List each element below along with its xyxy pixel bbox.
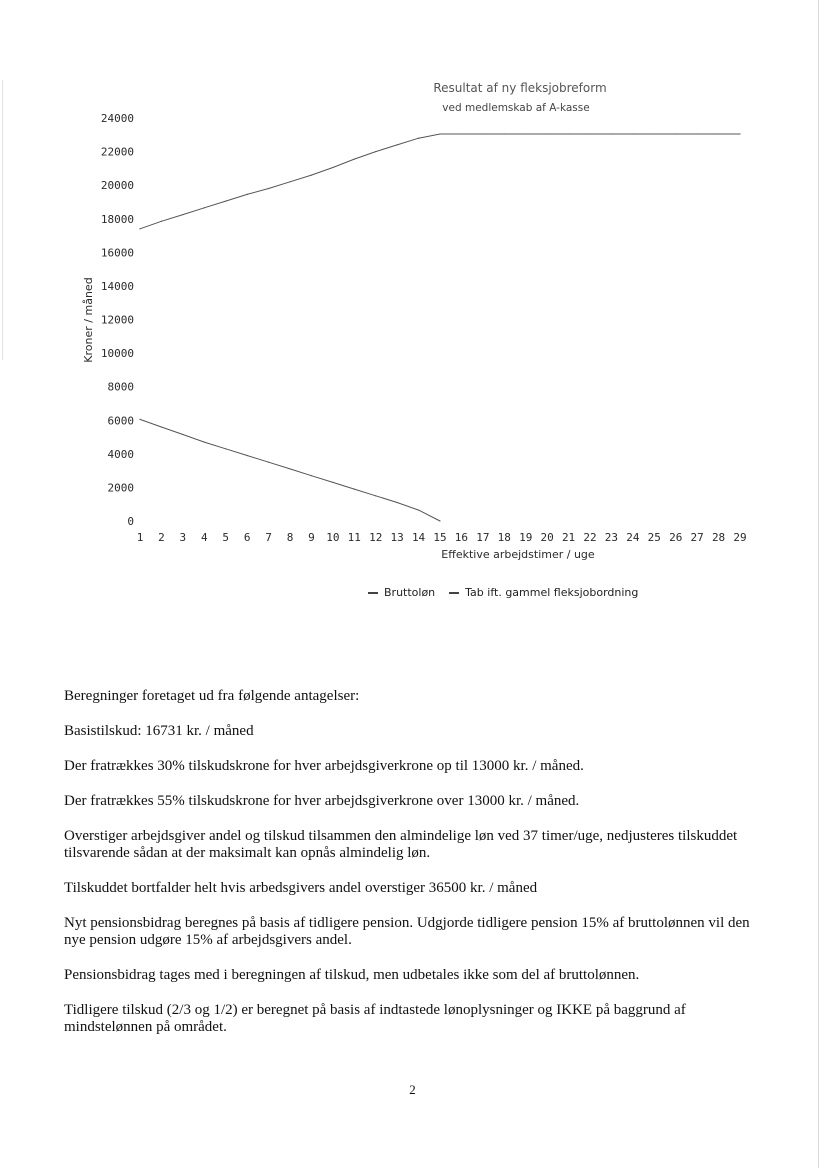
series-layer: [139, 133, 740, 521]
y-tick-label: 8000: [107, 380, 134, 394]
data-point: [654, 133, 655, 134]
data-point: [439, 133, 440, 134]
x-tick-label: 20: [540, 531, 554, 544]
y-tick-label: 10000: [100, 347, 134, 361]
y-tick-label: 16000: [100, 246, 134, 260]
x-tick-label: 14: [411, 531, 426, 544]
data-point: [739, 133, 740, 134]
data-point: [225, 448, 226, 449]
data-point: [397, 502, 398, 503]
x-tick-label: 17: [476, 531, 490, 544]
x-tick-label: 2: [158, 531, 165, 544]
x-tick-label: 24: [626, 531, 640, 544]
x-tick-label: 5: [222, 531, 230, 544]
legend-swatch-tab: [449, 592, 459, 594]
x-tick-label: 27: [690, 531, 704, 544]
data-point: [418, 509, 419, 510]
x-tick-labels: [137, 531, 747, 544]
assumption-pension: Nyt pensionsbidrag beregnes på basis af tidligere pension. Udgjorde tidligere pension 15% af bruttolønnen vil den nye pension udgøre 15% af arbejdsgivers andel.: [64, 915, 750, 948]
data-point: [461, 133, 462, 134]
y-tick-label: 24000: [100, 112, 134, 125]
x-tick-label: 21: [561, 531, 576, 544]
legend-label-bruttolon: Bruttoløn: [384, 586, 436, 599]
assumptions-intro: Beregninger foretaget ud fra følgende antagelser:: [64, 688, 360, 704]
page-number: 2: [409, 1082, 416, 1097]
assumption-max-wage: Overstiger arbejdsgiver andel og tilskud tilsammen den almindelige løn ved 37 timer/uge, nedjusteres tilskuddet tilsvarende sådan at der maksimalt kan opnås almindelig løn.: [64, 828, 738, 861]
data-point: [568, 133, 569, 134]
data-point: [354, 159, 355, 160]
data-point: [332, 167, 333, 168]
x-tick-label: 4: [200, 531, 208, 544]
data-point: [182, 434, 183, 435]
data-point: [311, 174, 312, 175]
x-tick-label: 3: [179, 531, 187, 544]
data-point: [268, 188, 269, 189]
data-point: [204, 207, 205, 208]
series-line-tab: [140, 419, 440, 521]
data-point: [247, 455, 248, 456]
x-tick-label: 19: [519, 531, 533, 544]
x-tick-label: 15: [433, 531, 447, 544]
data-point: [161, 426, 162, 427]
x-tick-label: 18: [497, 531, 511, 544]
data-point: [247, 194, 248, 195]
data-point: [611, 133, 612, 134]
data-point: [675, 133, 676, 134]
data-point: [482, 133, 483, 134]
x-tick-label: 16: [454, 531, 469, 544]
chart-title: Resultat af ny fleksjobreform: [433, 81, 607, 95]
data-point: [182, 214, 183, 215]
legend-item-tab: [449, 586, 638, 599]
data-point: [289, 468, 290, 469]
x-tick-label: 1: [136, 531, 144, 544]
assumption-subsidy-ends: Tilskuddet bortfalder helt hvis arbedsgivers andel overstiger 36500 kr. / måned: [64, 880, 538, 896]
y-axis-label: Kroner / måned: [82, 277, 95, 363]
x-tick-label: 10: [326, 531, 340, 544]
x-tick-label: 12: [369, 531, 383, 544]
chart-subtitle: ved medlemskab af A-kasse: [442, 102, 590, 114]
data-point: [268, 462, 269, 463]
x-axis-label: Effektive arbejdstimer / uge: [441, 548, 595, 561]
data-point: [439, 520, 440, 521]
data-point: [418, 138, 419, 139]
y-tick-label: 4000: [107, 447, 134, 461]
legend-item-bruttolon: [368, 586, 435, 599]
data-point: [547, 133, 548, 134]
data-point: [139, 228, 140, 229]
legend-swatch-bruttolon: [368, 592, 378, 594]
data-point: [525, 133, 526, 134]
data-point: [589, 133, 590, 134]
y-tick-label: 6000: [107, 414, 134, 428]
data-point: [161, 221, 162, 222]
data-point: [632, 133, 633, 134]
x-tick-label: 22: [583, 531, 597, 544]
data-point: [289, 181, 290, 182]
y-tick-labels: [101, 112, 134, 528]
x-tick-label: 26: [669, 531, 683, 544]
y-tick-label: 22000: [100, 145, 134, 159]
x-tick-label: 29: [733, 531, 747, 544]
x-tick-label: 6: [243, 531, 251, 544]
data-point: [311, 475, 312, 476]
x-tick-label: 13: [390, 531, 404, 544]
series-line-bruttolon: [140, 134, 740, 229]
data-point: [718, 133, 719, 134]
data-point: [225, 201, 226, 202]
assumption-pension-payout: Pensionsbidrag tages med i beregningen af tilskud, men udbetales ikke som del af bruttolønnen.: [64, 967, 640, 983]
data-point: [354, 488, 355, 489]
y-tick-label: 2000: [107, 481, 134, 495]
assumption-previous-subsidy: Tidligere tilskud (2/3 og 1/2) er beregnet på basis af indtastede lønoplysninger og IKKE på baggrund af mindstelønnen på området.: [64, 1002, 686, 1035]
chart-legend: [368, 586, 646, 599]
data-point: [139, 419, 140, 420]
x-tick-label: 28: [711, 531, 726, 544]
x-tick-label: 9: [308, 531, 315, 544]
x-tick-label: 25: [647, 531, 661, 544]
y-tick-label: 14000: [100, 279, 134, 293]
data-point: [375, 151, 376, 152]
y-tick-label: 12000: [100, 313, 134, 327]
data-point: [697, 133, 698, 134]
data-point: [375, 495, 376, 496]
data-point: [332, 482, 333, 483]
legend-label-tab: Tab ift. gammel fleksjobordning: [465, 586, 639, 599]
x-tick-label: 8: [286, 531, 294, 544]
assumption-55-percent: Der fratrækkes 55% tilskudskrone for hver arbejdsgiverkrone over 13000 kr. / måned.: [64, 793, 580, 809]
assumptions-text: [64, 688, 754, 1054]
data-point: [397, 144, 398, 145]
data-point: [204, 441, 205, 442]
y-tick-label: 0: [127, 515, 134, 528]
y-tick-label: 20000: [100, 179, 134, 193]
data-point: [504, 133, 505, 134]
y-tick-label: 18000: [100, 212, 134, 226]
x-tick-label: 23: [604, 531, 619, 544]
assumption-basistilskud: Basistilskud: 16731 kr. / måned: [64, 723, 254, 739]
x-tick-label: 11: [347, 531, 361, 544]
assumption-30-percent: Der fratrækkes 30% tilskudskrone for hver arbejdsgiverkrone op til 13000 kr. / måned.: [64, 758, 584, 774]
x-tick-label: 7: [265, 531, 272, 544]
